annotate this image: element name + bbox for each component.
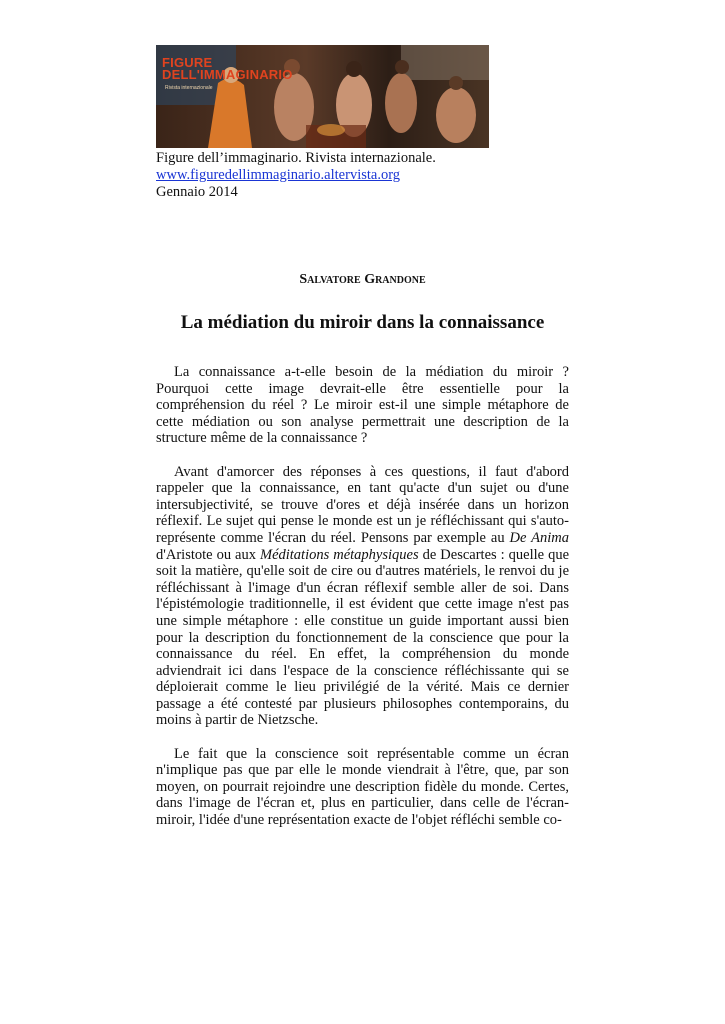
journal-logo [162, 57, 293, 81]
author-last-initial: G [364, 272, 376, 287]
work-title-de-anima: De Anima [509, 529, 569, 546]
issue-date: Gennaio 2014 [156, 184, 238, 200]
logo-line-2: DELL'IMMAGINARIO [162, 67, 293, 82]
article-body [156, 364, 569, 845]
journal-url-link[interactable]: www.figuredellimmaginario.altervista.org [156, 167, 401, 183]
author-first-rest: alvatore [307, 272, 361, 287]
author-name [0, 272, 725, 288]
logo-line-1: FIGURE [162, 55, 213, 70]
paragraph-3: Le fait que la conscience soit représentable comme un écran n'implique pas que par elle le monde viendrait à l'être, que, par son moyen, on pourrait rejoindre une description fidèle du monde. Certes, dans l'image de l'écran et, plus en particulier, dans celle de l'écran-miroir, l'idée d'une représentation exacte de l'objet réfléchi semble co- [156, 745, 569, 829]
journal-banner-image [156, 45, 489, 148]
paragraph-2-text-a: Avant d'amorcer des réponses à ces questions, il faut d'abord rappeler que la connaissance, en tant qu'acte d'un sujet ou d'une intersubjectivité, se trouve d'ores et déjà insérée dans un horizon réflexif. Le sujet qui pense le monde est un je réfléchissant qui s'auto-représente comme l'écran du réel. Pensons par exemple au [156, 463, 569, 546]
journal-name: Figure dell’immaginario. Rivista internazionale. [156, 150, 436, 166]
paragraph-2-text-c: de Descartes : quelle que soit la matière, qu'elle soit de cire ou d'autres matériels, le renvoi du je réfléchissant à l'image d'un écran réflexif semble aller de soi. Dans l'épistémologie traditionnelle, il est évident que cette image n'est pas une simple métaphore : elle constitue un guide important aussi bien pour la description du fonctionnement de la conscience que pour la connaissance du réel. En effet, la compréhension du monde adviendrait ici dans l'espace de la conscience réfléchissante qui se déploierait comme le lieu privilégié de la vérité. Mais ce dernier passage a été contesté par plusieurs philosophes contemporains, du moins à partir de Nietzsche. [156, 546, 570, 729]
paragraph-2-text-b: d'Aristote ou aux [156, 546, 260, 563]
article-title: La médiation du miroir dans la connaissance [180, 312, 545, 333]
logo-subtitle: Rivista internazionale [165, 85, 213, 91]
journal-header [156, 150, 436, 201]
work-title-meditations: Méditations métaphysiques [259, 546, 419, 563]
author-last-rest: randone [375, 272, 426, 287]
author-first-initial: S [299, 272, 308, 287]
paragraph-2 [156, 464, 569, 730]
paragraph-1: La connaissance a-t-elle besoin de la médiation du miroir ? Pourquoi cette image devrait-elle être essentielle pour la compréhension du réel ? Le miroir est-il une simple métaphore de cette médiation ou son analyse permettrait une description de la structure même de la connaissance ? [156, 364, 569, 447]
